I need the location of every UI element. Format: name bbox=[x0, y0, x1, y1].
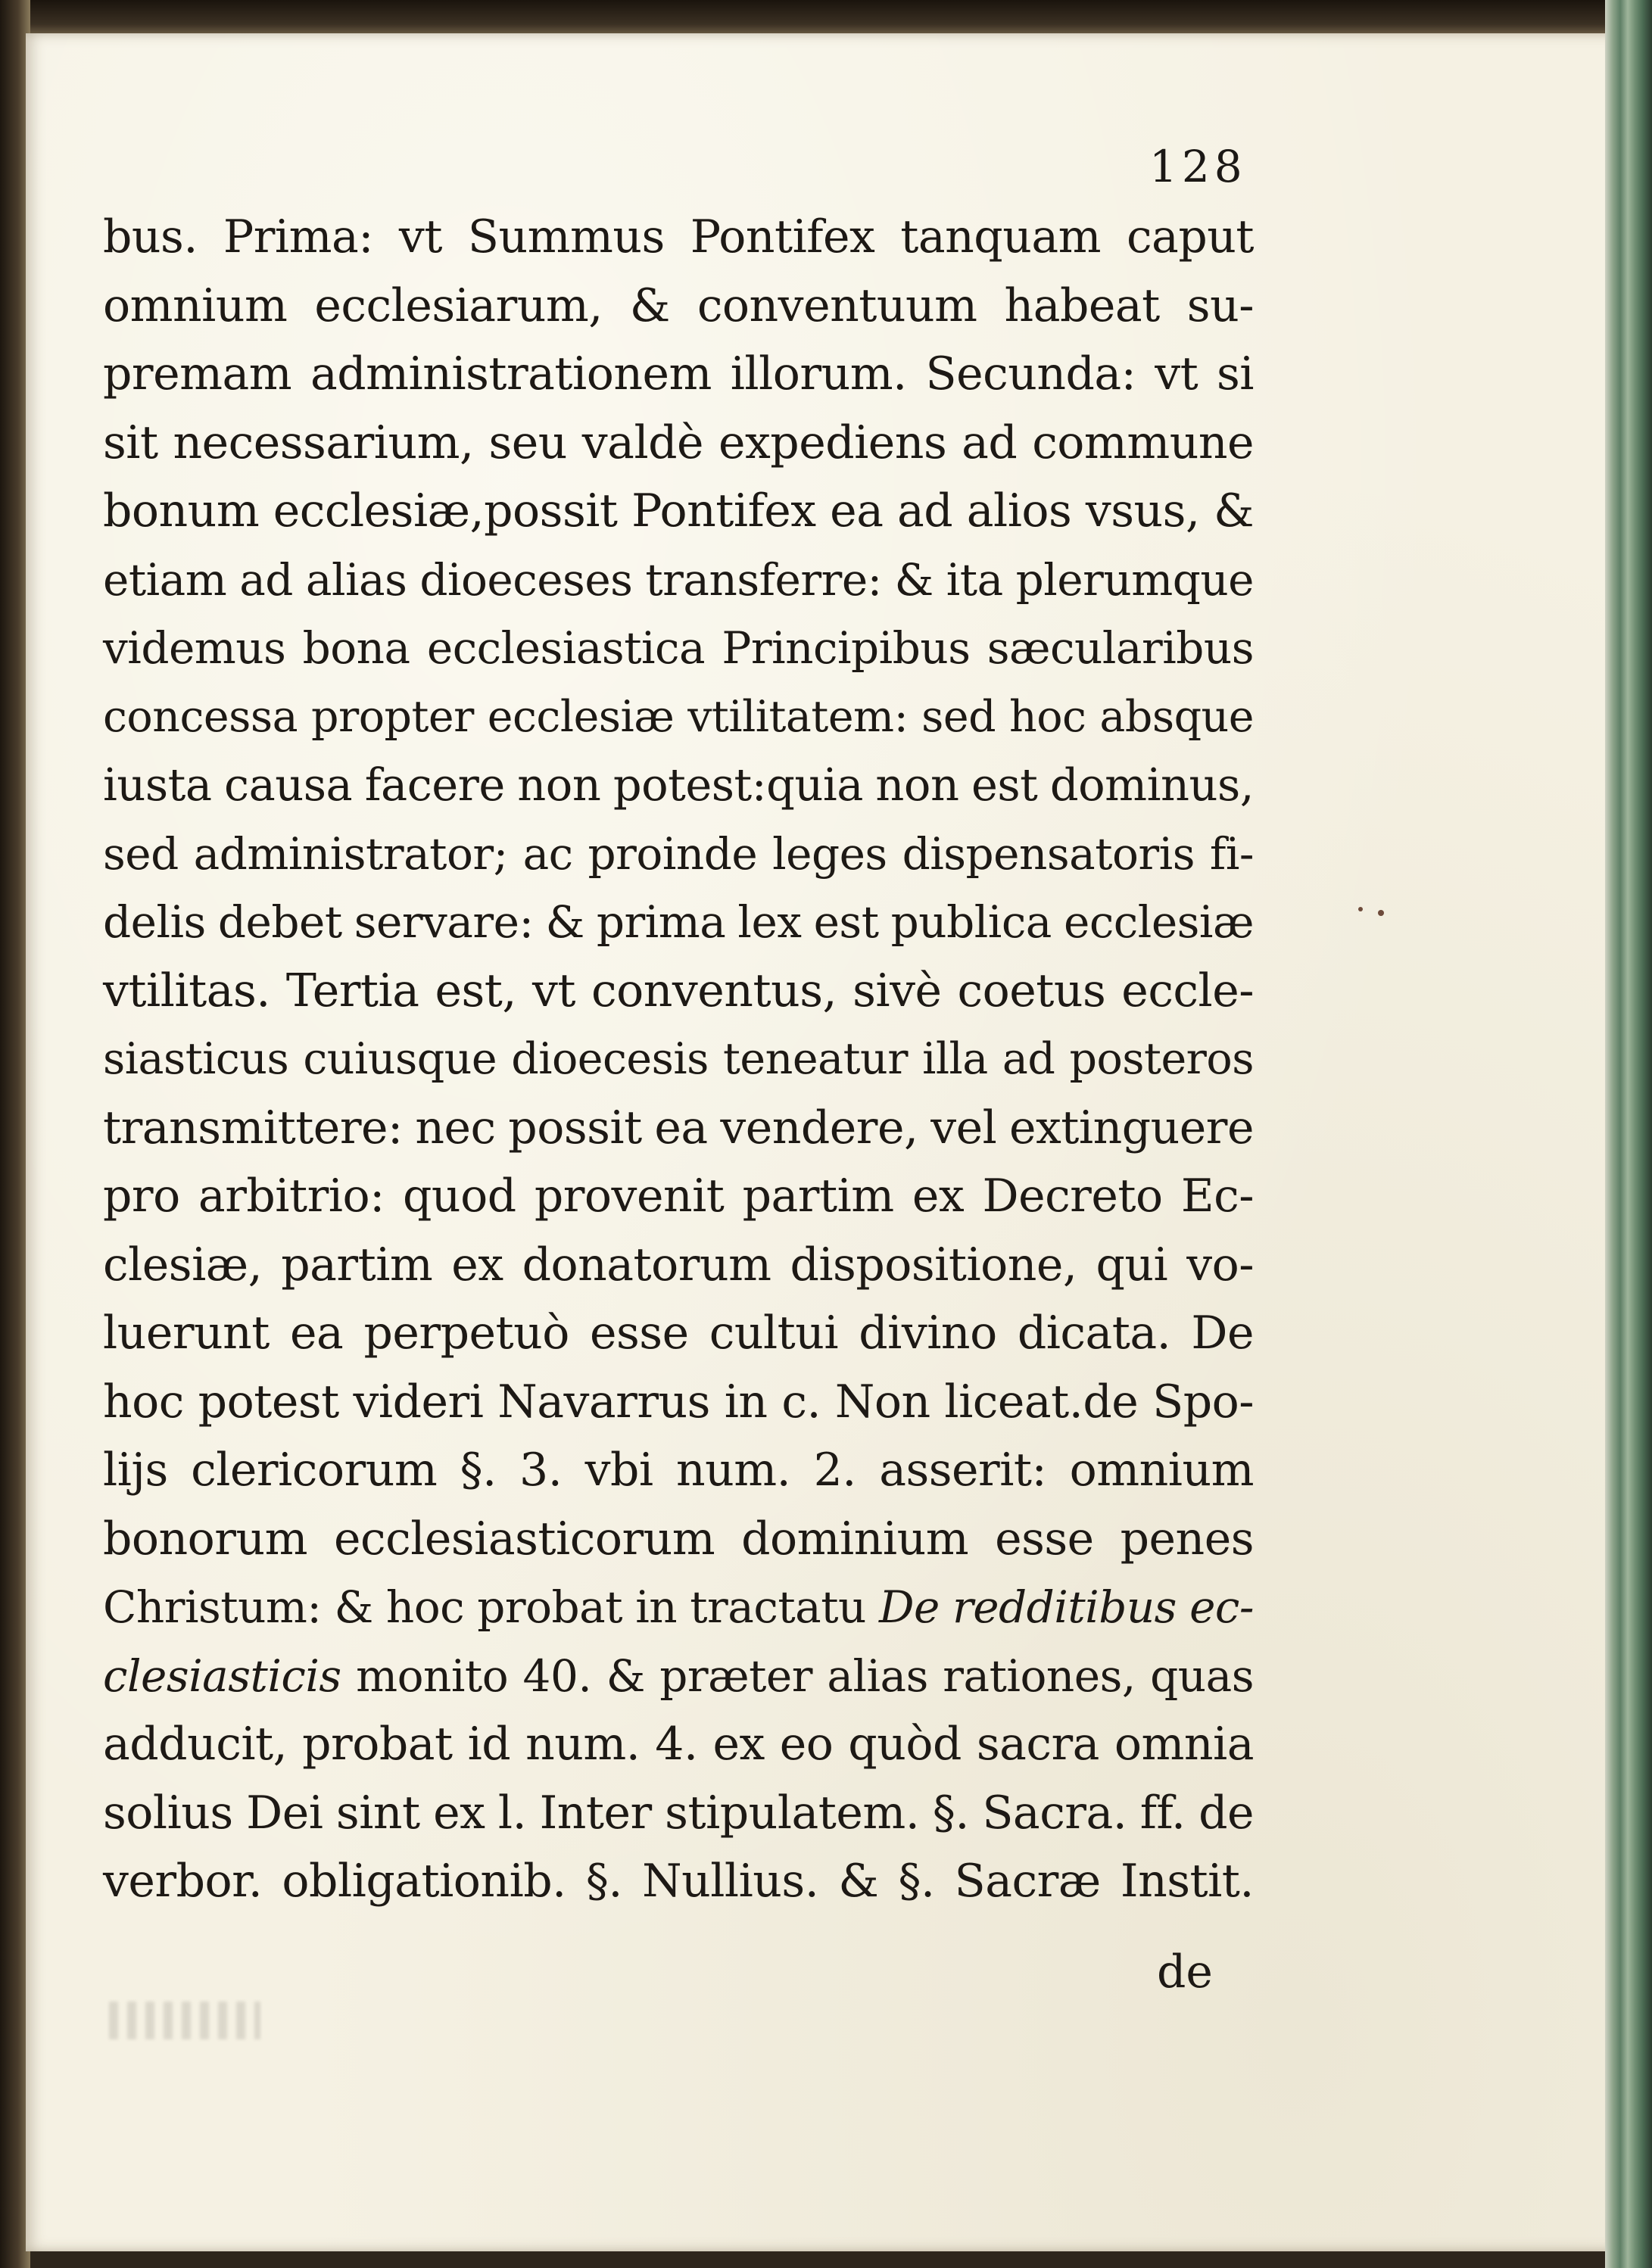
text-line bbox=[103, 1505, 1254, 1574]
text-line bbox=[103, 1162, 1254, 1231]
text-line bbox=[103, 1025, 1254, 1094]
line-text: vtilitas. Tertia est, vt conventus, sivè coetus eccle- bbox=[103, 964, 1254, 1017]
text-line bbox=[103, 477, 1254, 546]
top-edge bbox=[0, 0, 1652, 35]
line-text: clesiæ, partim ex donatorum dispositione, qui vo- bbox=[103, 1238, 1254, 1291]
italic-text: clesiasticis bbox=[103, 1650, 341, 1702]
text-block bbox=[103, 203, 1254, 1916]
line-text: siasticus cuiusque dioecesis teneatur illa ad posteros bbox=[103, 1034, 1254, 1084]
line-text: sed administrator; ac proinde leges dispensatoris fi- bbox=[103, 827, 1254, 880]
text-line bbox=[103, 820, 1254, 889]
text-line bbox=[103, 203, 1254, 272]
line-text: bonum ecclesiæ,possit Pontifex ea ad alios vsus, & bbox=[103, 484, 1254, 537]
text-line bbox=[103, 888, 1254, 957]
text-line bbox=[103, 1710, 1254, 1779]
text-line bbox=[103, 1436, 1254, 1505]
text-line bbox=[103, 683, 1254, 752]
line-text: etiam ad alias dioeceses transferre: & ita plerumque bbox=[103, 553, 1254, 606]
text-line bbox=[103, 340, 1254, 409]
text-line bbox=[103, 751, 1254, 820]
text-line bbox=[103, 1779, 1254, 1848]
line-text: premam administrationem illorum. Secunda: vt si bbox=[103, 347, 1254, 400]
line-text: lijs clericorum §. 3. vbi num. 2. asserit: omnium bbox=[103, 1444, 1254, 1497]
line-text: adducit, probat id num. 4. ex eo quòd sacra omnia bbox=[103, 1718, 1254, 1771]
line-text: concessa propter ecclesiæ vtilitatem: sed hoc absque bbox=[103, 691, 1254, 742]
text-line bbox=[103, 1573, 1254, 1642]
line-text: bonorum ecclesiasticorum dominium esse penes bbox=[103, 1512, 1254, 1565]
text-line bbox=[103, 1299, 1254, 1368]
text-line bbox=[103, 272, 1254, 341]
line-text: omnium ecclesiarum, & conventuum habeat su- bbox=[103, 279, 1254, 332]
line-text: luerunt ea perpetuò esse cultui divino dicata. De bbox=[103, 1307, 1254, 1360]
line-text: sit necessarium, seu valdè expediens ad commune bbox=[103, 416, 1254, 469]
line-text: iusta causa facere non potest:quia non est dominus, bbox=[103, 759, 1254, 811]
text-line bbox=[103, 1231, 1254, 1300]
page-number: 128 bbox=[1149, 141, 1247, 192]
line-text: hoc potest videri Navarrus in c. Non liceat.de Spo- bbox=[103, 1375, 1254, 1428]
line-text: bus. Prima: vt Summus Pontifex tanquam caput bbox=[103, 210, 1254, 263]
line-text: videmus bona ecclesiastica Principibus sæcularibus bbox=[103, 622, 1254, 674]
italic-text: De redditibus ec- bbox=[879, 1581, 1254, 1633]
text-line bbox=[103, 1847, 1254, 1916]
line-text: verbor. obligationib. §. Nullius. & §. Sacræ Instit. bbox=[103, 1855, 1254, 1908]
text-line bbox=[103, 546, 1254, 615]
text-line bbox=[103, 1642, 1254, 1711]
text-line bbox=[103, 409, 1254, 478]
line-text: monito 40. & præter alias rationes, quas bbox=[356, 1650, 1255, 1702]
page-fore-edge bbox=[1605, 0, 1652, 2268]
ink-specks bbox=[1358, 902, 1389, 917]
line-text: pro arbitrio: quod provenit partim ex Decreto Ec- bbox=[103, 1170, 1254, 1223]
show-through bbox=[109, 2002, 260, 2039]
line-text: Christum: & hoc probat in tractatu bbox=[103, 1581, 866, 1633]
line-text: delis debet servare: & prima lex est publica ecclesiæ bbox=[103, 896, 1254, 948]
text-line bbox=[103, 1094, 1254, 1163]
line-text: solius Dei sint ex l. Inter stipulatem. §. Sacra. ff. de bbox=[103, 1786, 1254, 1840]
catchword: de bbox=[1157, 1946, 1213, 1999]
text-line bbox=[103, 957, 1254, 1026]
text-line bbox=[103, 1368, 1254, 1437]
text-line bbox=[103, 614, 1254, 683]
line-text: transmittere: nec possit ea vendere, vel extinguere bbox=[103, 1101, 1254, 1154]
